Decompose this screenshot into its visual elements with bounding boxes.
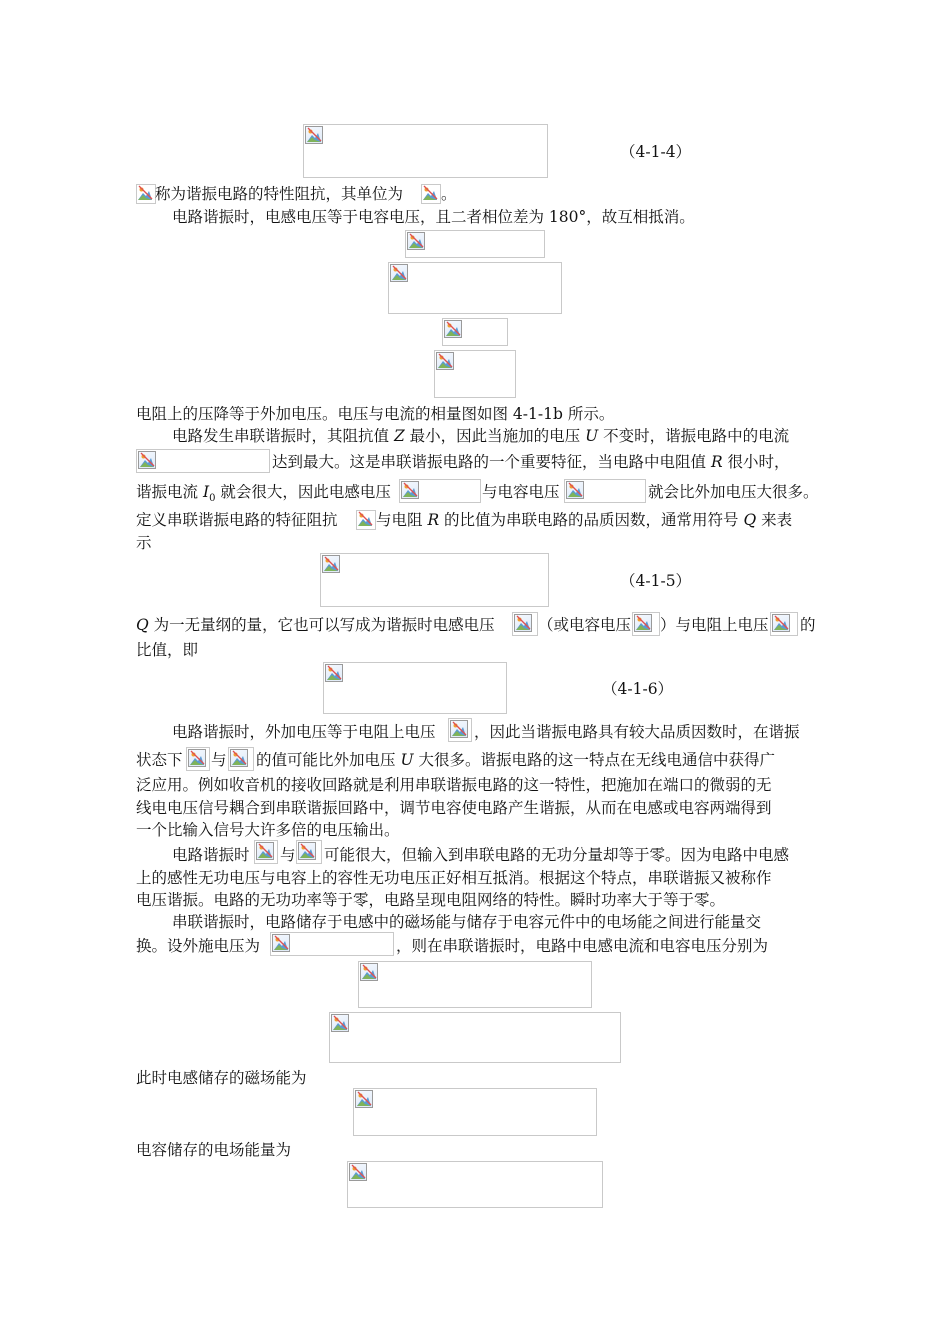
- paragraph-text: ，则在串联谐振时，电路中电感电流和电容电压分别为: [396, 937, 769, 955]
- paragraph-text: 电路谐振时，电感电压等于电容电压，且二者相位差为 180°，故互相抵消。: [172, 208, 695, 226]
- broken-image-icon: [514, 614, 532, 632]
- inline-formula-image: [356, 510, 376, 530]
- paragraph-text: 的值可能比外加电压 U 大很多。谐振电路的这一特点在无线电通信中获得广: [256, 751, 775, 769]
- inline-formula-image: [254, 840, 278, 864]
- broken-image-icon: [298, 842, 316, 860]
- paragraph-text: 串联谐振时，电路储存于电感中的磁场能与储存于电容元件中的电场能之间进行能量交: [172, 913, 762, 931]
- inline-formula-image: [421, 184, 441, 204]
- inline-formula-image: [512, 612, 538, 636]
- broken-image-icon: [305, 126, 323, 144]
- paragraph-text: 电阻上的压降等于外加电压。电压与电流的相量图如图 4-1-1b 所示。: [136, 405, 615, 423]
- paragraph-text: 电路谐振时，外加电压等于电阻上电压: [172, 723, 436, 741]
- equation-image: [434, 350, 516, 398]
- paragraph-text: Q 为一无量纲的量，它也可以写成为谐振时电感电压: [136, 616, 495, 634]
- inline-formula-image: [296, 840, 322, 864]
- paragraph-text: 比值，即: [136, 641, 199, 659]
- paragraph-text: 与: [211, 751, 227, 769]
- paragraph-text: 定义串联谐振电路的特征阻抗: [136, 511, 338, 529]
- broken-image-icon: [422, 185, 440, 205]
- equation-number: （4-1-6）: [602, 680, 674, 698]
- equation-image: [347, 1161, 603, 1208]
- paragraph-text: 与电阻 R 的比值为串联电路的品质因数，通常用符号 Q 来表: [376, 511, 793, 529]
- paragraph-text: 泛应用。例如收音机的接收回路就是利用串联谐振电路的这一特性，把施加在端口的微弱的无: [136, 776, 772, 794]
- inline-formula-image: [228, 747, 254, 771]
- broken-image-icon: [137, 185, 155, 205]
- broken-image-icon: [188, 749, 206, 767]
- inline-formula-image: [136, 184, 156, 204]
- paragraph-text: 与电容电压: [482, 483, 560, 501]
- paragraph-text: 。: [441, 185, 457, 203]
- broken-image-icon: [566, 481, 584, 499]
- broken-image-icon: [407, 232, 425, 250]
- equation-image: [323, 662, 507, 714]
- equation-image: [303, 124, 548, 178]
- paragraph-text: 示: [136, 534, 152, 552]
- broken-image-icon: [436, 352, 454, 370]
- paragraph-text: 电容储存的电场能量为: [136, 1141, 292, 1159]
- paragraph-text: 电路发生串联谐振时，其阻抗值 Z 最小，因此当施加的电压 U 不变时，谐振电路中的电流: [172, 427, 790, 445]
- paragraph-text: 称为谐振电路的特性阻抗，其单位为: [155, 185, 404, 203]
- broken-image-icon: [355, 1090, 373, 1108]
- equation-image: [388, 262, 562, 314]
- equation-image: [442, 318, 508, 346]
- broken-image-icon: [360, 963, 378, 981]
- paragraph-text: 谐振电流 $I_0$ 就会很大，因此电感电压: [136, 483, 391, 505]
- paragraph-text: 可能很大，但输入到串联电路的无功分量却等于零。因为电路中电感: [324, 846, 790, 864]
- broken-image-icon: [256, 842, 274, 860]
- broken-image-icon: [390, 264, 408, 282]
- broken-image-icon: [331, 1014, 349, 1032]
- broken-image-icon: [401, 481, 419, 499]
- equation-number: （4-1-4）: [620, 143, 692, 161]
- paragraph-text: 电压谐振。电路的无功功率等于零，电路呈现电阻网络的特性。瞬时功率大于等于零。: [136, 891, 726, 909]
- broken-image-icon: [444, 320, 462, 338]
- equation-image: [320, 553, 549, 607]
- paragraph-text: 此时电感储存的磁场能为: [136, 1069, 307, 1087]
- paragraph-text: 电路谐振时: [172, 846, 250, 864]
- equation-image: [353, 1088, 597, 1136]
- inline-formula-image: [564, 479, 646, 503]
- paragraph-text: ）与电阻上电压: [660, 616, 769, 634]
- inline-formula-image: [448, 718, 472, 742]
- equation-image: [405, 230, 545, 258]
- equation-image: [329, 1012, 621, 1063]
- broken-image-icon: [357, 511, 375, 531]
- paragraph-text: 与: [280, 846, 296, 864]
- broken-image-icon: [322, 555, 340, 573]
- paragraph-text: 状态下: [136, 751, 183, 769]
- paragraph-text: （或电容电压: [538, 616, 632, 634]
- inline-formula-image: [399, 479, 481, 503]
- broken-image-icon: [325, 664, 343, 682]
- equation-number: （4-1-5）: [620, 572, 692, 590]
- paragraph-text: 就会比外加电压大很多。: [648, 483, 819, 501]
- inline-formula-image: [186, 747, 210, 771]
- broken-image-icon: [230, 749, 248, 767]
- paragraph-text: 达到最大。这是串联谐振电路的一个重要特征，当电路中电阻值 R 很小时，: [272, 453, 790, 471]
- broken-image-icon: [349, 1163, 367, 1181]
- paragraph-text: 线电电压信号耦合到串联谐振回路中，调节电容使电路产生谐振，从而在电感或电容两端得到: [136, 799, 772, 817]
- broken-image-icon: [772, 614, 790, 632]
- paragraph-text: 上的感性无功电压与电容上的容性无功电压正好相互抵消。根据这个特点，串联谐振又被称作: [136, 869, 772, 887]
- paragraph-text: ，因此当谐振电路具有较大品质因数时，在谐振: [474, 723, 800, 741]
- paragraph-text: 换。设外施电压为: [136, 937, 261, 955]
- equation-image: [358, 961, 592, 1008]
- broken-image-icon: [450, 720, 468, 738]
- broken-image-icon: [634, 614, 652, 632]
- broken-image-icon: [138, 451, 156, 469]
- inline-formula-image: [632, 612, 660, 636]
- inline-formula-image: [770, 612, 798, 636]
- paragraph-text: 一个比输入信号大许多倍的电压输出。: [136, 821, 400, 839]
- paragraph-text: 的: [800, 616, 816, 634]
- inline-formula-image: [136, 449, 270, 473]
- inline-formula-image: [270, 932, 394, 956]
- broken-image-icon: [272, 934, 290, 952]
